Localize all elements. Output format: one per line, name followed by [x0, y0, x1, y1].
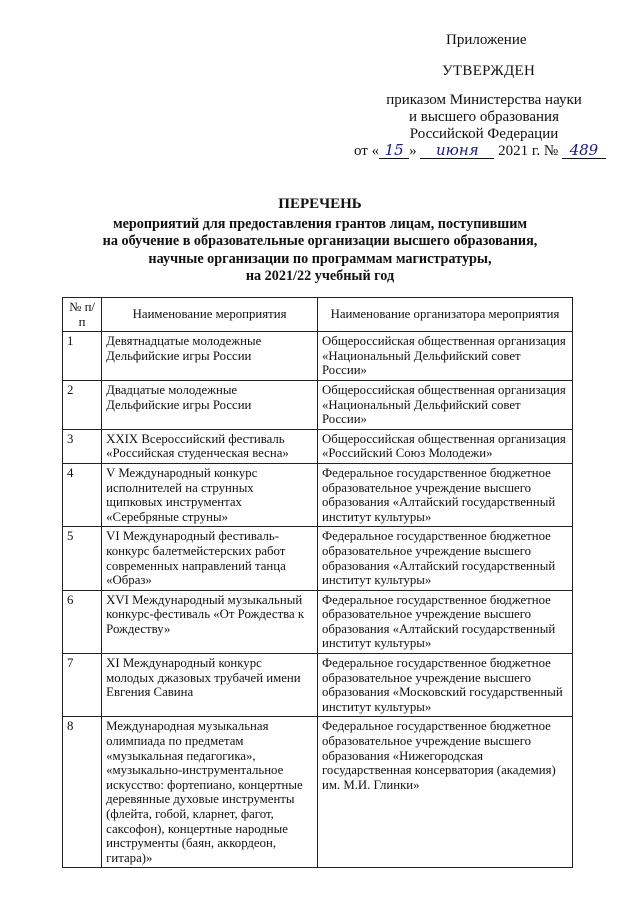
document-heading [40, 196, 600, 286]
appendix-label: Приложение [446, 32, 527, 48]
row-event: Двадцатые молодежные Дельфийские игры России [102, 380, 318, 429]
table-row [63, 429, 573, 463]
header-num: № п/п [63, 298, 102, 332]
heading-line: на 2021/22 учебный год [245, 268, 395, 284]
row-event: XI Международный конкурс молодых джазовых трубачей имени Евгения Савина [102, 654, 318, 717]
row-num: 1 [63, 332, 102, 381]
row-num: 7 [63, 654, 102, 717]
row-organizer: Федеральное государственное бюджетное образовательное учреждение высшего образования «Московский государственный институт культуры» [317, 654, 572, 717]
handwritten-order-number: 489 [562, 142, 606, 159]
row-num: 4 [63, 463, 102, 526]
row-event: XVI Международный музыкальный конкурс-фестиваль «От Рождества к Рождеству» [102, 590, 318, 653]
date-prefix: от « [354, 143, 380, 159]
approved-label: УТВЕРЖДЕН [442, 63, 536, 79]
date-year: 2021 г. № [498, 143, 559, 159]
row-event: XXIX Всероссийский фестиваль «Российская студенческая весна» [102, 429, 318, 463]
row-event: VI Международный фестиваль-конкурс балетмейстерских работ современных направлений танца «Образ» [102, 527, 318, 590]
header-organizer: Наименование организатора мероприятия [317, 298, 572, 332]
heading-line: научные организации по программам магистратуры, [148, 250, 492, 267]
header-event: Наименование мероприятия [102, 298, 318, 332]
table-row [63, 717, 573, 868]
order-date-line [354, 142, 614, 160]
row-event: Девятнадцатые молодежные Дельфийские игры России [102, 332, 318, 381]
row-organizer: Федеральное государственное бюджетное образовательное учреждение высшего образования «Алтайский государственный институт культуры» [317, 463, 572, 526]
table-row [63, 654, 573, 717]
heading-line: мероприятий для предоставления грантов лицам, поступившим [112, 215, 528, 232]
table-row [63, 380, 573, 429]
row-event: Международная музыкальная олимпиада по предметам «музыкальная педагогика», «музыкально-инструментальное искусство: фортепиано, концертные деревянные духовые инструменты (флейта, гобой, кларнет, фагот, саксофон), концертные народные инструменты (баян, аккордеон, гитара)» [102, 717, 318, 868]
row-num: 3 [63, 429, 102, 463]
heading-line: на обучение в образовательные организации высшего образования, [102, 233, 538, 249]
date-mid: » [409, 143, 417, 159]
row-num: 2 [63, 380, 102, 429]
handwritten-month: июня [420, 142, 494, 159]
row-organizer: Общероссийская общественная организация «Российский Союз Молодежи» [317, 429, 572, 463]
row-organizer: Федеральное государственное бюджетное образовательное учреждение высшего образования «Алтайский государственный институт культуры» [317, 590, 572, 653]
row-organizer: Общероссийская общественная организация «Национальный Дельфийский совет России» [317, 380, 572, 429]
table-row [63, 463, 573, 526]
row-num: 6 [63, 590, 102, 653]
table-header-row [63, 298, 573, 332]
handwritten-day: 15 [379, 142, 409, 159]
order-line: приказом Министерства науки [386, 92, 582, 108]
table-row [63, 590, 573, 653]
row-num: 5 [63, 527, 102, 590]
row-num: 8 [63, 717, 102, 868]
row-event: V Международный конкурс исполнителей на струнных щипковых инструментах «Серебряные струны» [102, 463, 318, 526]
order-reference [380, 92, 588, 143]
events-table [62, 297, 573, 868]
row-organizer: Общероссийская общественная организация «Национальный Дельфийский совет России» [317, 332, 572, 381]
row-organizer: Федеральное государственное бюджетное образовательное учреждение высшего образования «Нижегородская государственная консерватория (академия) им. М.И. Глинки» [317, 717, 572, 868]
row-organizer: Федеральное государственное бюджетное образовательное учреждение высшего образования «Алтайский государственный институт культуры» [317, 527, 572, 590]
order-line: Российской Федерации [409, 126, 559, 142]
table-row [63, 527, 573, 590]
table-row [63, 332, 573, 381]
document-title: ПЕРЕЧЕНЬ [278, 196, 362, 212]
order-line: и высшего образования [409, 109, 559, 125]
